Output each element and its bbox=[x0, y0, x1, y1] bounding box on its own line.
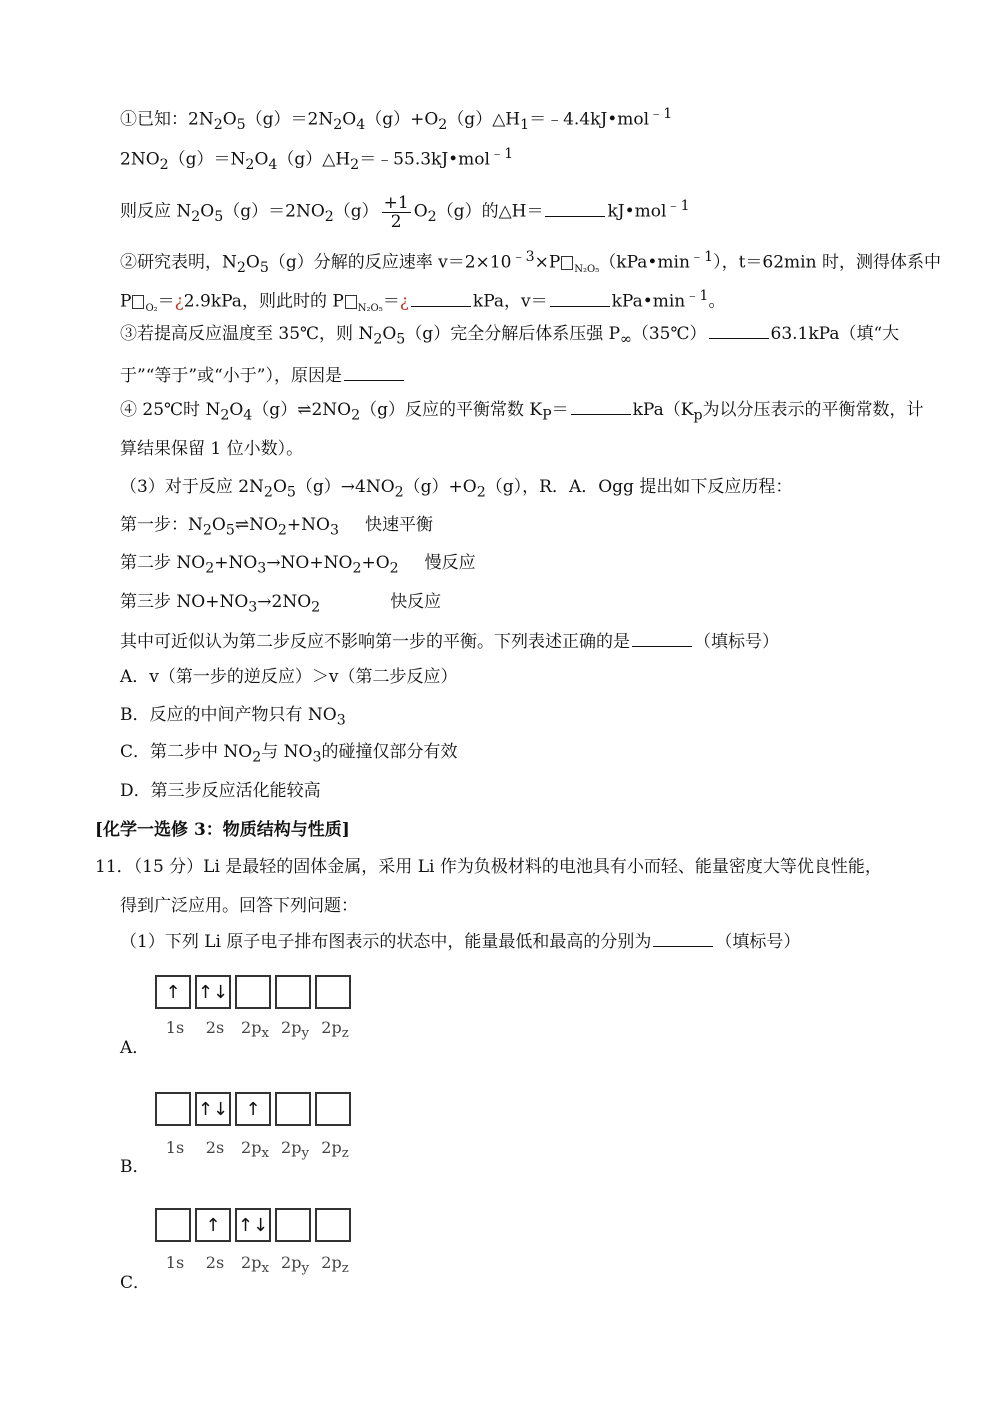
answer-blank[interactable] bbox=[545, 200, 605, 217]
part3-intro: （3）对于反应 $2N_2O_5(g)\to 4NO_2(g)+O_2(g)$，R．A．Ogg 提出如下反应历程： bbox=[120, 477, 793, 501]
section-header: [化学一选修 3：物质结构与性质] bbox=[95, 820, 350, 840]
orbital-2pz bbox=[315, 1208, 351, 1242]
given-reaction-2: $2NO_2(g)=N_2O_4(g)\triangle H_2=﹣55.3kJ•mol^{﹣1}$ bbox=[120, 146, 514, 174]
orbital-2py bbox=[275, 975, 311, 1009]
orbital-1s: ↑ bbox=[155, 975, 191, 1009]
orbital-2pz bbox=[315, 975, 351, 1009]
option-b-label[interactable]: B． bbox=[120, 1157, 150, 1177]
orbital-labels-c: 1s 2s $2p_x$ $2p_y$ $2p_z$ bbox=[165, 1253, 349, 1277]
orbital-2px bbox=[235, 975, 271, 1009]
orbital-2pz bbox=[315, 1092, 351, 1126]
orbital-diagram-b bbox=[155, 1092, 355, 1126]
step-1: 第一步：$N_2O_5\rightleftharpoons NO_2+NO_3$ 快速平衡 bbox=[120, 515, 433, 539]
option-a-label[interactable]: A． bbox=[120, 1038, 150, 1058]
temperature-statement: ③若提高反应温度至 35℃，则 $N_2O_5(g)$完全分解后体系压强 $P_\infty(35℃)$ 63.1kPa（填“大 bbox=[120, 324, 900, 348]
part3-question: 其中可近似认为第二步反应不影响第一步的平衡。下列表述正确的是 （填标号） bbox=[120, 632, 779, 652]
rate-statement: ②研究表明，$N_2O_5(g)$分解的反应速率 $v=2\times 10^{﹣3}\times P$ $_{N_2O_5}(kPa•\min^{﹣1})$，t＝62min 时，测得体系中 bbox=[120, 249, 941, 277]
q11-part1: （1）下列 Li 原子电子排布图表示的状态中，能量最低和最高的分别为 （填标号） bbox=[120, 932, 801, 952]
orbital-2py bbox=[275, 1208, 311, 1242]
q11-intro-cont: 得到广泛应用。回答下列问题： bbox=[120, 896, 358, 916]
option-c-label[interactable]: C． bbox=[120, 1273, 151, 1293]
answer-blank[interactable] bbox=[344, 364, 404, 381]
step-3: 第三步 $NO+NO_3\to 2NO_2$ 快反应 bbox=[120, 592, 442, 616]
answer-blank[interactable] bbox=[550, 290, 610, 307]
placeholder-box bbox=[561, 256, 573, 270]
orbital-diagram-c bbox=[155, 1208, 355, 1242]
orbital-labels-b: 1s 2s $2p_x$ $2p_y$ $2p_z$ bbox=[165, 1138, 349, 1162]
kp-statement: ④ 25℃时 $N_2O_4(g)\rightleftharpoons 2NO_2(g)$反应的平衡常数 $K_P= kPa(K_p$为以分压表示的平衡常数，计 bbox=[120, 400, 924, 424]
placeholder-box bbox=[345, 295, 357, 309]
orbital-2px: ↑↓ bbox=[235, 1208, 271, 1242]
option-d[interactable]: D．第三步反应活化能较高 bbox=[120, 781, 321, 801]
step-2: 第二步 $NO_2+NO_3\to NO+NO_2+O_2$ 慢反应 bbox=[120, 553, 476, 577]
answer-blank[interactable] bbox=[411, 290, 471, 307]
option-c[interactable]: C．第二步中 $NO_2$与 $NO_3$的碰撞仅部分有效 bbox=[120, 742, 458, 766]
given-reaction-1: ①已知：$2N_2O_5(g)=2N_2O_4(g)+O_2(g)\triangle H_1=﹣4.4kJ•mol^{﹣1}$ bbox=[120, 106, 673, 134]
q11-intro: 11．（15 分）Li 是最轻的固体金属，采用 Li 作为负极材料的电池具有小而轻、能量密度大等优良性能， bbox=[95, 857, 882, 877]
pressure-statement: P $_{O_2}$＝¿2.9kPa，则此时的 P $_{N_2O_5}$＝¿ kPa，$v= kPa•\min^{﹣1}$。 bbox=[120, 288, 726, 315]
option-a[interactable]: A．v（第一步的逆反应）＞v（第二步反应） bbox=[120, 667, 458, 687]
reason-prompt: 于”“等于”或“小于”），原因是 bbox=[120, 364, 406, 388]
orbital-diagram-a bbox=[155, 975, 355, 1009]
orbital-1s bbox=[155, 1092, 191, 1126]
answer-blank[interactable] bbox=[632, 630, 692, 647]
orbital-2px: ↑ bbox=[235, 1092, 271, 1126]
placeholder-box bbox=[132, 295, 144, 309]
orbital-labels-a: 1s 2s $2p_x$ $2p_y$ $2p_z$ bbox=[165, 1018, 349, 1042]
answer-blank[interactable] bbox=[571, 398, 631, 415]
orbital-2s: ↑↓ bbox=[195, 1092, 231, 1126]
orbital-2py bbox=[275, 1092, 311, 1126]
orbital-2s: ↑ bbox=[195, 1208, 231, 1242]
fraction-half: $\frac{+1}{2}$ bbox=[383, 192, 409, 232]
answer-blank[interactable] bbox=[709, 322, 769, 339]
answer-blank[interactable] bbox=[653, 930, 713, 947]
orbital-1s bbox=[155, 1208, 191, 1242]
kp-statement-cont: 算结果保留 1 位小数）。 bbox=[120, 439, 304, 459]
orbital-2s: ↑↓ bbox=[195, 975, 231, 1009]
target-reaction: 则反应 $N_2O_5(g)=2NO_2(g)$ $\frac{+1}{2}$ $O_2(g)$的△H＝ kJ•mol$^{﹣1}$ bbox=[120, 192, 690, 232]
option-b[interactable]: B．反应的中间产物只有 $NO_3$ bbox=[120, 705, 346, 729]
